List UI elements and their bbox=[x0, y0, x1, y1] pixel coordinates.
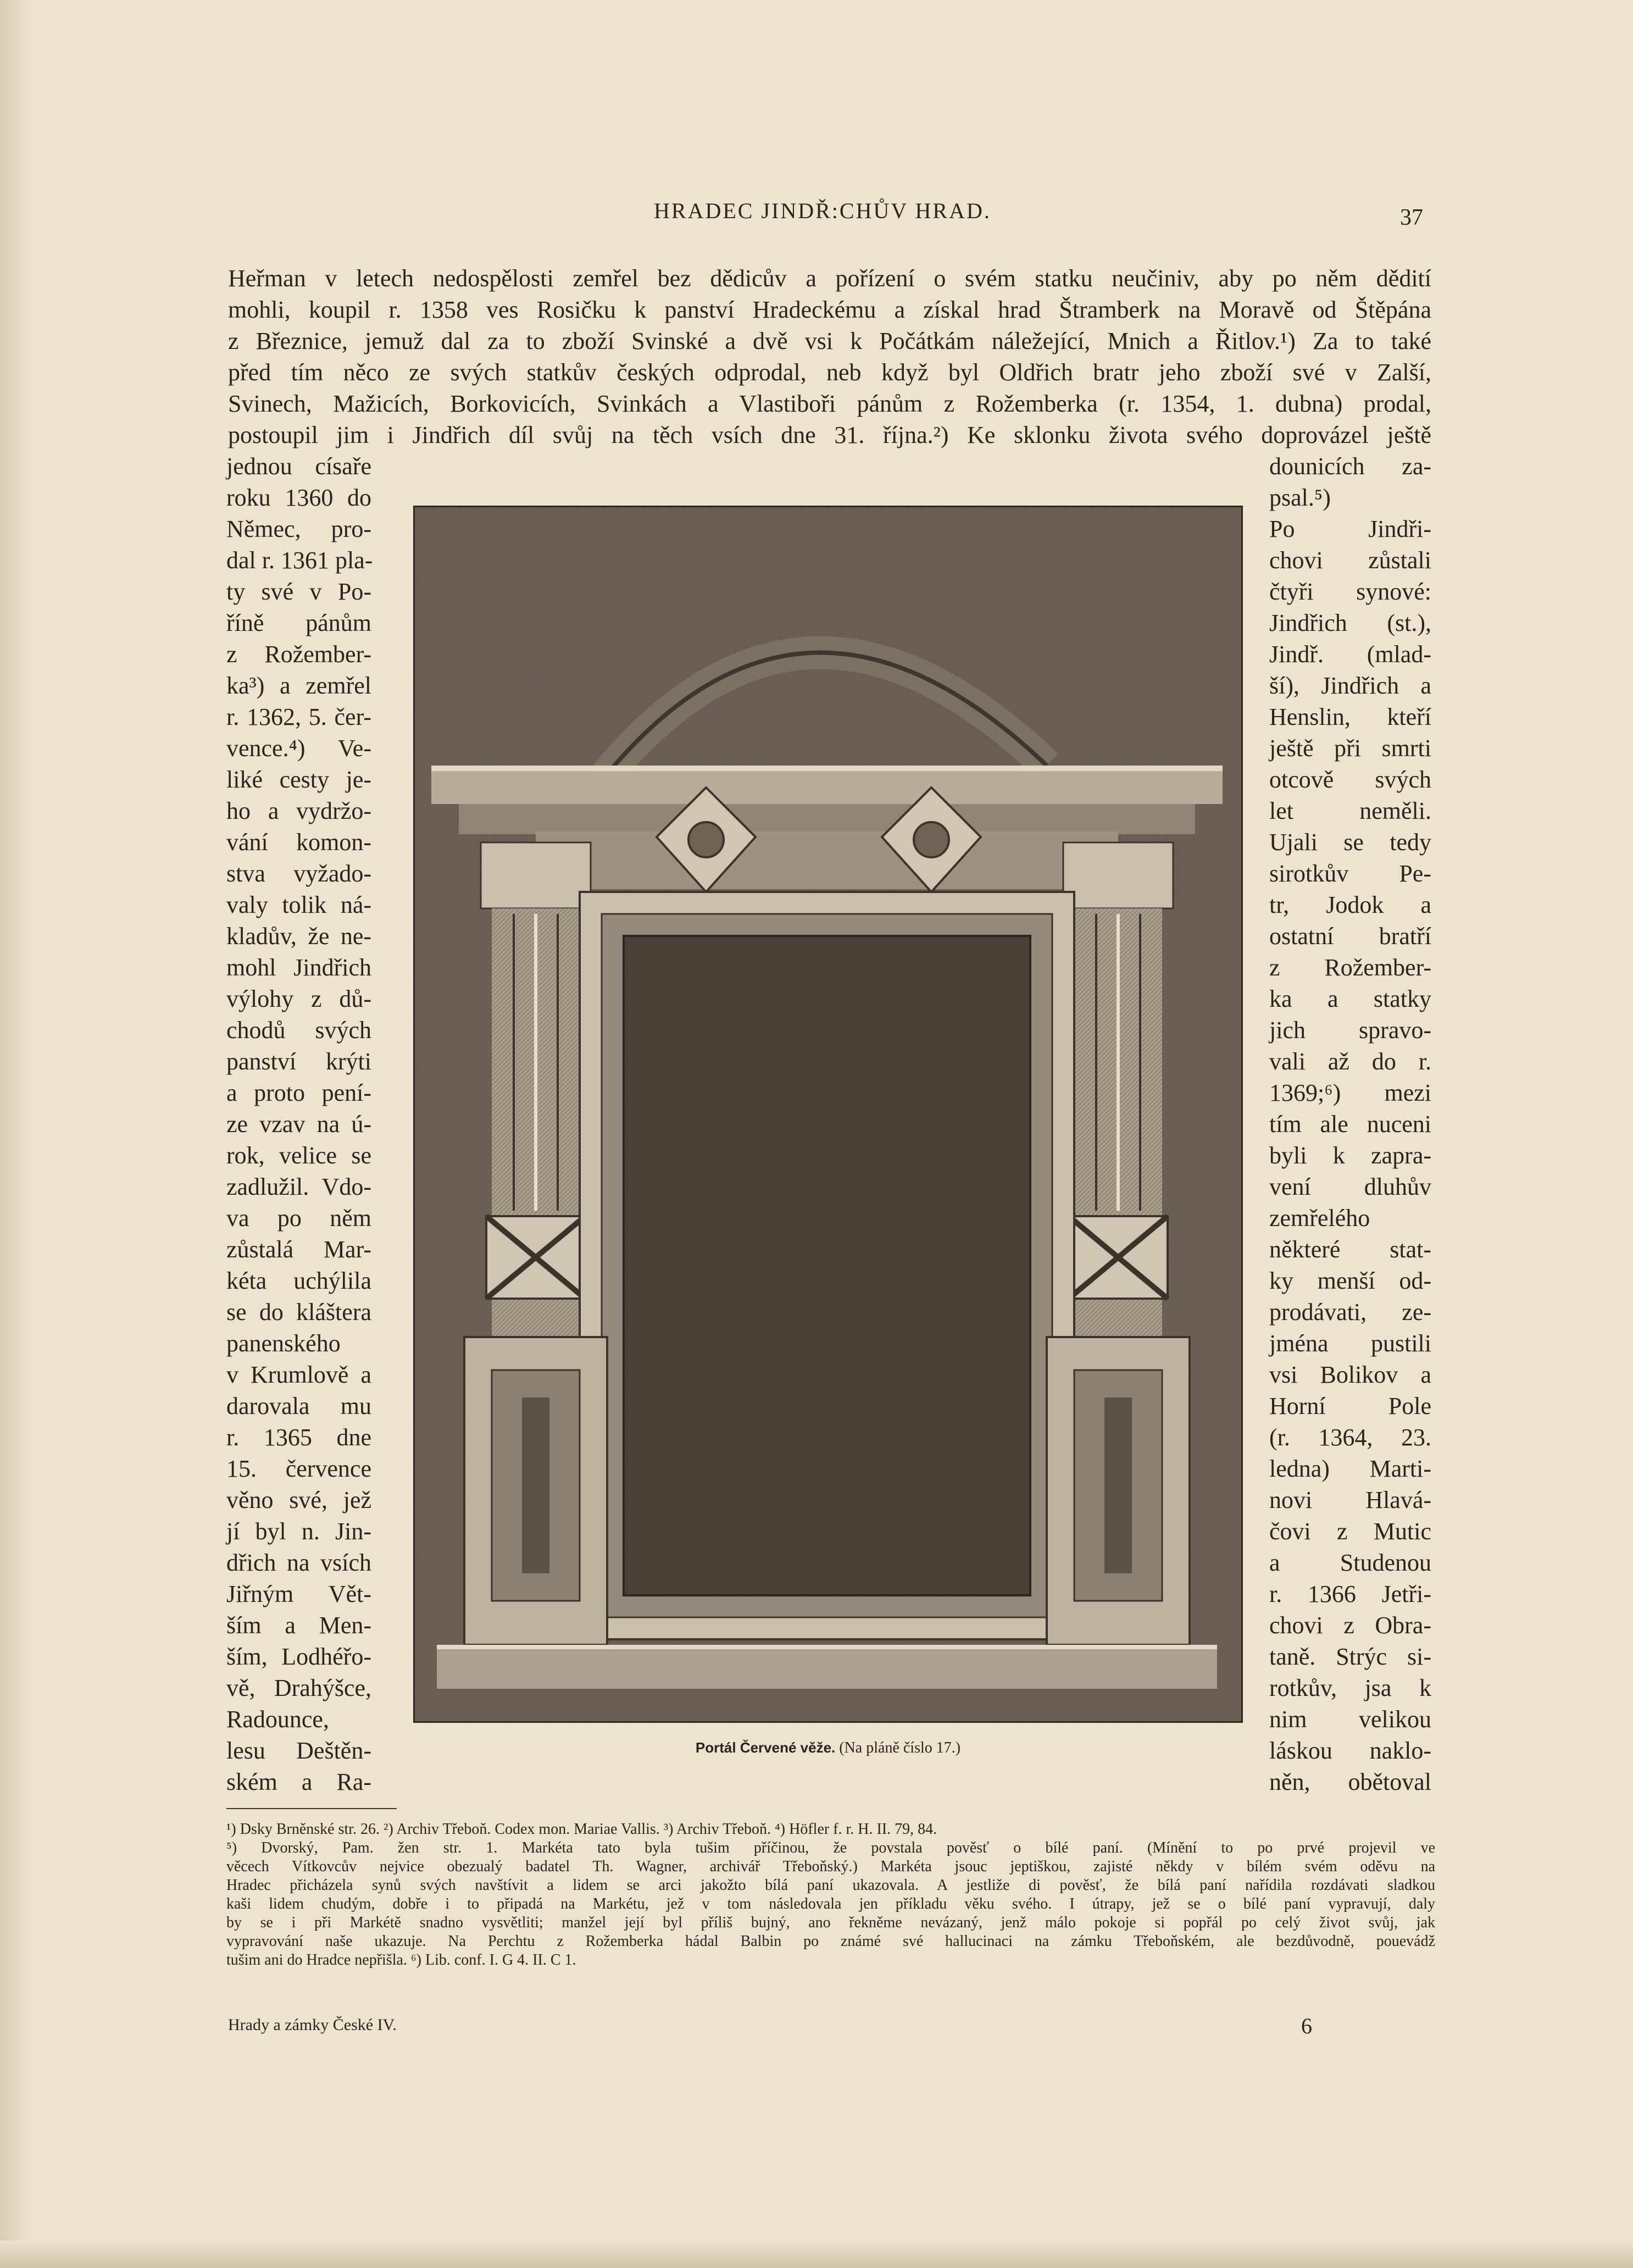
column-line: novi Hlavá- bbox=[1269, 1487, 1431, 1513]
column-line: r. 1362, 5. čer- bbox=[226, 703, 371, 730]
footnote-line: věcech Vítkovcův nejvice obezualý badatel Th. Wagner, archivář Třeboňský.) Markéta jsouc jeptiškou, zajisté někdy v bílém svém oděvu na bbox=[226, 1858, 1435, 1875]
column-line: čtyři synové: bbox=[1269, 578, 1431, 605]
column-line: let neměli. bbox=[1269, 797, 1431, 824]
footnotes bbox=[226, 1820, 1435, 1970]
column-line: zadlužil. Vdo- bbox=[226, 1173, 371, 1200]
column-line: rotkův, jsa k bbox=[1269, 1674, 1431, 1701]
column-line: Horní Pole bbox=[1269, 1393, 1431, 1419]
footnote-line: by se i při Markétě snadno vysvětliti; manžel její byl příliš bujný, ano řekněme nevázaný, jenž málo pokoje si popřál po celý život svůj, jak bbox=[226, 1914, 1435, 1931]
column-line: ském a Ra- bbox=[226, 1768, 371, 1795]
column-line: zemřelého bbox=[1269, 1205, 1370, 1232]
column-line: ky menší od- bbox=[1269, 1267, 1431, 1294]
column-line: Jindř. (mlad- bbox=[1269, 641, 1431, 668]
text-line: Svinech, Mažicích, Borkovicích, Svinkách a Vlastiboři pánům z Rožemberka (r. 1354, 1. dubna) prodal, bbox=[228, 390, 1431, 417]
text-line: z Březnice, jemuž dal za to zboží Svinské a dvě vsi k Počátkám náležející, Mnich a Řitlov.¹) Za to také bbox=[228, 328, 1431, 354]
column-line: r. 1365 dne bbox=[226, 1424, 371, 1451]
portal-illustration bbox=[415, 507, 1241, 1721]
column-line: Jindřich (st.), bbox=[1269, 609, 1431, 636]
column-line: z Rožember- bbox=[1269, 954, 1431, 981]
footnote-line: tušim ani do Hradce nepřišla. ⁶) Lib. conf. I. G 4. II. C 1. bbox=[226, 1951, 576, 1968]
column-line: jí byl n. Jin- bbox=[226, 1518, 371, 1545]
column-line: jednou císaře bbox=[226, 453, 371, 480]
full-width-paragraph bbox=[228, 263, 1431, 451]
column-line: tím ale nuceni bbox=[1269, 1111, 1431, 1138]
column-line: ší), Jindřich a bbox=[1269, 672, 1431, 699]
right-text-column bbox=[1269, 451, 1431, 1798]
column-line: 1369;⁶) mezi bbox=[1269, 1079, 1431, 1106]
column-line: rok, velice se bbox=[226, 1142, 371, 1169]
column-line: některé stat- bbox=[1269, 1236, 1431, 1263]
portal-engraving bbox=[413, 506, 1243, 1723]
footnote-line: vypravování naše ukazuje. Na Perchtu z Rožemberka hádal Balbin po známé své hallucinaci na zámku Třeboňském, ale bezdůvodně, pouevádž bbox=[226, 1933, 1435, 1950]
column-line: vence.⁴) Ve- bbox=[226, 735, 371, 762]
column-line: otcově svých bbox=[1269, 766, 1431, 793]
caption-note: (Na pláně číslo 17.) bbox=[839, 1739, 961, 1756]
column-line: psal.⁵) bbox=[1269, 484, 1331, 511]
column-line: se do kláštera bbox=[226, 1299, 371, 1326]
column-line: dal r. 1361 pla- bbox=[226, 547, 373, 574]
column-line: lesu Deštěn- bbox=[226, 1737, 371, 1764]
column-line: chodů svých bbox=[226, 1017, 371, 1044]
text-line: postoupil jim i Jindřich díl svůj na těch vsích dne 31. října.²) Ke sklonku života svého doprovázel ještě bbox=[228, 422, 1431, 448]
column-line: darovala mu bbox=[226, 1393, 371, 1419]
column-line: taně. Strýc si- bbox=[1269, 1643, 1431, 1670]
column-line: ostatní bratří bbox=[1269, 923, 1431, 950]
column-line: Radounce, bbox=[226, 1706, 329, 1733]
footnote-line: ⁵) Dvorský, Pam. žen str. 1. Markéta tato byla tušim příčinou, že povstala pověsť o bílé paní. (Mínění to po prvé projevil ve bbox=[226, 1839, 1435, 1856]
column-line: r. 1366 Jetři- bbox=[1269, 1581, 1431, 1607]
column-line: nim velikou bbox=[1269, 1706, 1431, 1733]
column-line: věno své, jež bbox=[226, 1487, 371, 1513]
column-line: Němec, pro- bbox=[226, 515, 371, 542]
column-line: roku 1360 do bbox=[226, 484, 371, 511]
column-line: ším a Men- bbox=[226, 1612, 371, 1639]
column-line: kéta uchýlila bbox=[226, 1267, 371, 1294]
left-text-column bbox=[226, 451, 371, 1798]
column-line: ho a vydržo- bbox=[226, 797, 371, 824]
column-line: a proto pení- bbox=[226, 1079, 371, 1106]
column-line: liké cesty je- bbox=[226, 766, 371, 793]
column-line: sirotkův Pe- bbox=[1269, 860, 1431, 887]
footnote-line: ¹) Dsky Brněnské str. 26. ²) Archiv Třeboň. Codex mon. Mariae Vallis. ³) Archiv Třeboň. ⁴) Höfler f. r. H. II. 79, 84. bbox=[226, 1821, 937, 1838]
column-line: jména pustili bbox=[1269, 1330, 1431, 1357]
figure-caption bbox=[413, 1739, 1243, 1757]
column-line: ještě při smrti bbox=[1269, 735, 1431, 762]
column-line: vání komon- bbox=[226, 829, 371, 856]
column-line: a Studenou bbox=[1269, 1549, 1431, 1576]
column-line: panství krýti bbox=[226, 1048, 371, 1075]
column-line: va po něm bbox=[226, 1205, 371, 1232]
caption-title: Portál Červené věže. bbox=[695, 1739, 836, 1756]
column-line: Jiřným Vět- bbox=[226, 1581, 371, 1607]
column-line: kladův, že ne- bbox=[226, 923, 371, 950]
column-line: vali až do r. bbox=[1269, 1048, 1431, 1075]
column-line: ledna) Marti- bbox=[1269, 1455, 1431, 1482]
column-line: něn, obětoval bbox=[1269, 1768, 1431, 1795]
column-line: ze vzav na ú- bbox=[226, 1111, 371, 1138]
column-line: (r. 1364, 23. bbox=[1269, 1424, 1431, 1451]
text-line: před tím něco ze svých statkův českých odprodal, neb když byl Oldřich bratr jeho zboží své v Zalší, bbox=[228, 359, 1431, 386]
footnote-rule bbox=[226, 1808, 397, 1809]
page-bottom-edge bbox=[0, 2241, 1633, 2268]
page-edge-shadow bbox=[0, 0, 33, 2268]
column-line: Po Jindři- bbox=[1269, 515, 1431, 542]
running-head: HRADEC JINDŘ:CHŮV HRAD. bbox=[654, 198, 991, 223]
column-line: říně pánům bbox=[226, 609, 371, 636]
column-line: dounicích za- bbox=[1269, 453, 1431, 480]
column-line: mohl Jindřich bbox=[226, 954, 371, 981]
column-line: ka a statky bbox=[1269, 985, 1431, 1012]
text-line: Heřman v letech nedospělosti zemřel bez dědicův a pořízení o svém statku neučiniv, aby po něm dědití bbox=[228, 265, 1431, 292]
column-line: čovi z Mutic bbox=[1269, 1518, 1431, 1545]
page-number: 37 bbox=[1400, 205, 1423, 230]
column-line: 15. července bbox=[226, 1455, 371, 1482]
column-line: dřich na vsích bbox=[226, 1549, 371, 1576]
column-line: výlohy z dů- bbox=[226, 985, 371, 1012]
column-line: vení dluhův bbox=[1269, 1173, 1431, 1200]
text-line: mohli, koupil r. 1358 ves Rosičku k panství Hradeckému a získal hrad Štramberk na Moravě od Štěpána bbox=[228, 296, 1431, 323]
column-line: vsi Bolikov a bbox=[1269, 1361, 1431, 1388]
signature-number: 6 bbox=[1301, 2014, 1312, 2038]
column-line: panenského bbox=[226, 1330, 341, 1357]
column-line: tr, Jodok a bbox=[1269, 891, 1431, 918]
printer-signature: Hrady a zámky České IV. bbox=[228, 2016, 397, 2034]
column-line: ka³) a zemřel bbox=[226, 672, 371, 699]
column-line: Ujali se tedy bbox=[1269, 829, 1431, 856]
column-line: valy tolik ná- bbox=[226, 891, 371, 918]
column-line: v Krumlově a bbox=[226, 1361, 371, 1388]
column-line: ším, Lodhéřo- bbox=[226, 1643, 371, 1670]
column-line: zůstalá Mar- bbox=[226, 1236, 371, 1263]
column-line: stva vyžado- bbox=[226, 860, 371, 887]
footnote-line: Hradec přicházela synů svých navštívit a lidem se arci jakožto bílá paní ukazovala. A jestliže di pověsť, že bílá paní nařídila rozdávati sladkou bbox=[226, 1877, 1435, 1894]
column-line: byli k zapra- bbox=[1269, 1142, 1431, 1169]
column-line: vě, Drahýšce, bbox=[226, 1674, 371, 1701]
column-line: jich spravo- bbox=[1269, 1017, 1431, 1044]
footnote-line: kaši lidem chudým, dobře i to připadá na Markétu, jež v tom následovala jen příkladu věku svého. I útrapy, jež se o bílé paní vypravují, daly bbox=[226, 1895, 1435, 1912]
column-line: chovi z Obra- bbox=[1269, 1612, 1431, 1639]
column-line: prodávati, ze- bbox=[1269, 1299, 1431, 1326]
column-line: láskou naklo- bbox=[1269, 1737, 1431, 1764]
column-line: ty své v Po- bbox=[226, 578, 371, 605]
column-line: Henslin, kteří bbox=[1269, 703, 1431, 730]
column-line: z Rožember- bbox=[226, 641, 371, 668]
column-line: chovi zůstali bbox=[1269, 547, 1431, 574]
